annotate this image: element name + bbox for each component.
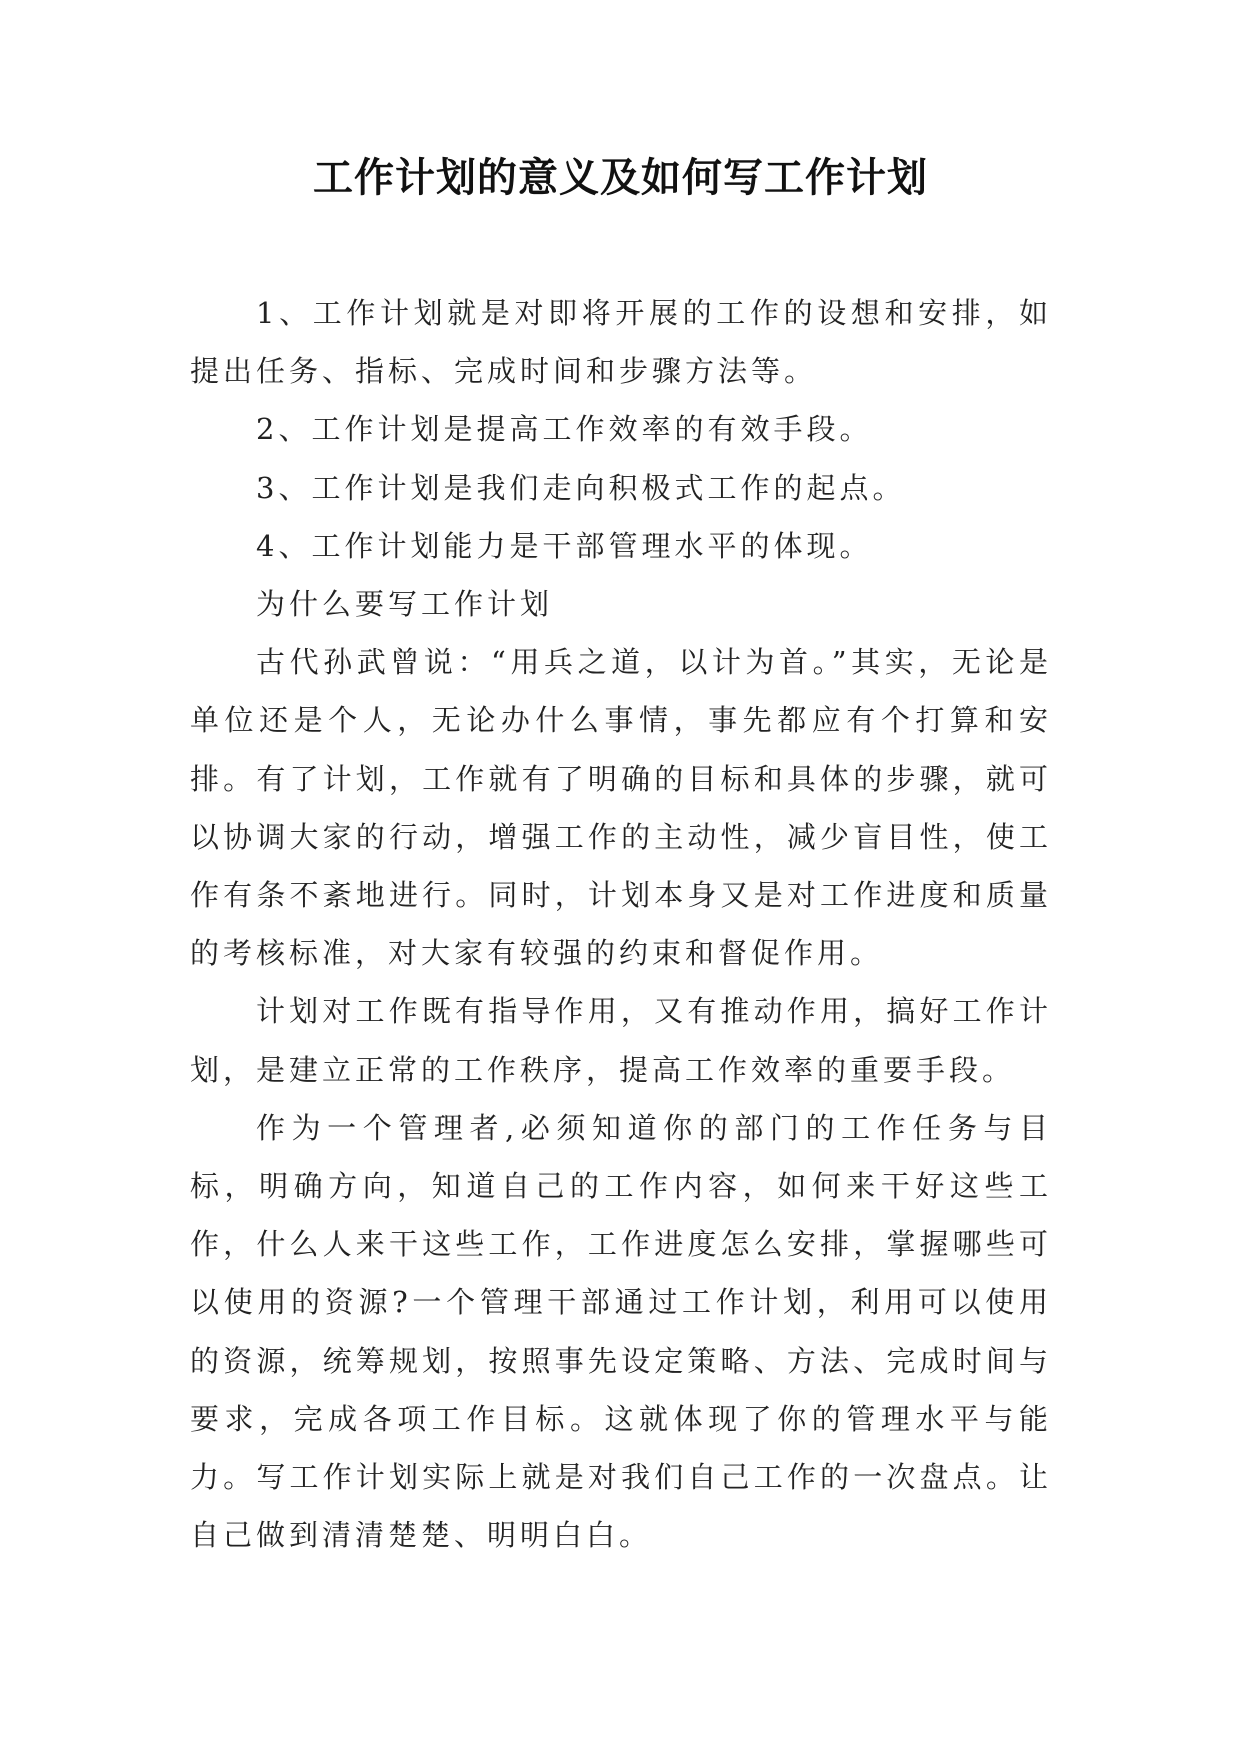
paragraph-sunwu-quote: 古代孙武曾说：“用兵之道，以计为首。”其实，无论是单位还是个人，无论办什么事情，事先都应有个打算和安排。有了计划，工作就有了明确的目标和具体的步骤，就可以协调大家的行动，增强工作的主动性，减少盲目性，使工作有条不紊地进行。同时，计划本身又是对工作进度和质量的考核标准，对大家有较强的约束和督促作用。 (190, 645, 1052, 971)
document-title: 工作计划的意义及如何写工作计划 (313, 155, 928, 201)
paragraph-meaning-2: 2、工作计划是提高工作效率的有效手段。 (256, 412, 873, 447)
paragraph-manager: 作为一个管理者,必须知道你的部门的工作任务与目标，明确方向，知道自己的工作内容，如何来干好这些工作，什么人来干这些工作，工作进度怎么安排，掌握哪些可以使用的资源?一个管理干部通过工作计划，利用可以使用的资源，统筹规划，按照事先设定策略、方法、完成时间与要求，完成各项工作目标。这就体现了你的管理水平与能力。写工作计划实际上就是对我们自己工作的一次盘点。让自己做到清清楚楚、明明白白。 (190, 1110, 1052, 1553)
paragraph-meaning-1: 1、工作计划就是对即将开展的工作的设想和安排，如提出任务、指标、完成时间和步骤方法等。 (190, 296, 1052, 389)
paragraph-plan-role: 计划对工作既有指导作用，又有推动作用，搞好工作计划，是建立正常的工作秩序，提高工作效率的重要手段。 (190, 994, 1052, 1087)
section-heading-why: 为什么要写工作计划 (256, 587, 554, 622)
paragraph-meaning-4: 4、工作计划能力是干部管理水平的体现。 (256, 528, 873, 563)
paragraph-meaning-3: 3、工作计划是我们走向积极式工作的起点。 (256, 470, 906, 505)
document-body (190, 284, 1052, 1564)
